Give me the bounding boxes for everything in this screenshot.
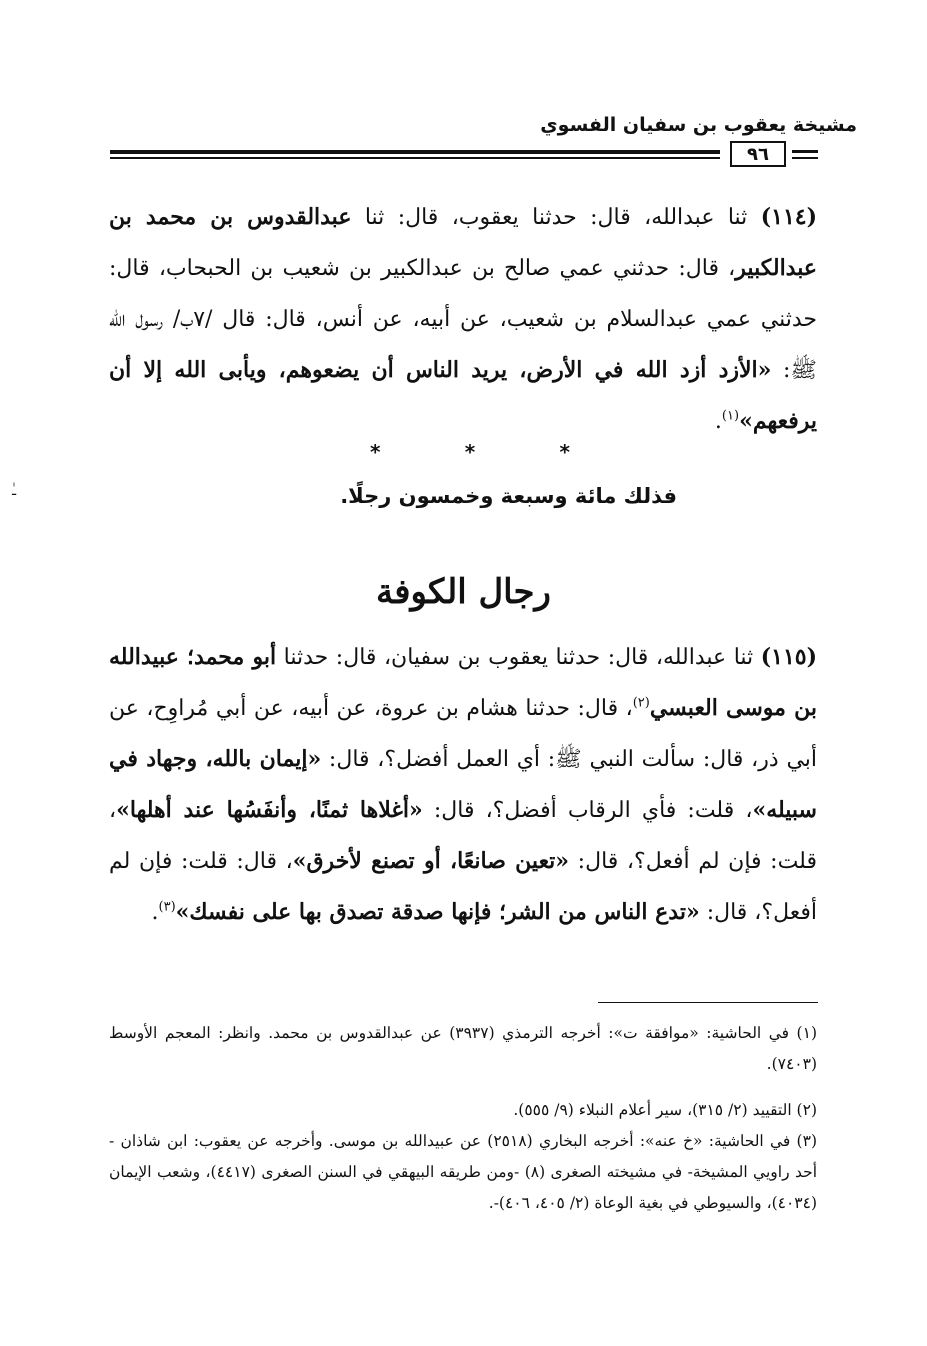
- footnote-ref: (١): [721, 408, 740, 424]
- footnote-1: (١) في الحاشية: «موافقة ت»: أخرجه الترمذي (٣٩٣٧) عن عبدالقدوس بن محمد. وانظر: المعجم الأوسط (٧٤٠٣).: [109, 1024, 817, 1073]
- hadith-number: (١١٥): [760, 644, 817, 670]
- narrator-name: أبو محمد؛ عبيدالله بن موسى العبسي: [109, 644, 817, 721]
- separator-stars: [370, 440, 570, 464]
- end-punct: .: [714, 409, 722, 434]
- footnote-rule: [598, 1002, 818, 1003]
- chain-text: ، قال: قلت: فإن لم أفعل؟، قال:: [109, 849, 817, 925]
- hadith-115: [109, 632, 817, 938]
- hadith-number: (١١٤): [760, 204, 817, 230]
- page-number-dash-thin: [792, 157, 818, 159]
- header-rule: [110, 150, 720, 154]
- footnote-3: (٣) في الحاشية: «خ عنه»: أخرجه البخاري (٢٥١٨) عن عبيدالله بن موسى. وأخرجه عن يعقوب: ابن شاذان - أحد راويي المشيخة- في مشيخته الصغرى (٨) -ومن طريقه البيهقي في السنن الصغرى (٤٤١٧)، وشعب الإيمان (٤٠٣٤)، والسيوطي في بغية الوعاة (٢/ ٤٠٥، ٤٠٦)-.: [109, 1132, 818, 1212]
- footnote-ref: (٣): [158, 899, 176, 915]
- chain-text: ، قال: حدثنا هشام بن عروة، عن أبيه، عن أبي مُراوِح، عن أبي ذر، قال: سألت النبي ﷺ: أي العمل أفضل؟، قال:: [109, 696, 818, 772]
- margin-mark: ـٰ: [12, 483, 17, 499]
- hadith-114: [109, 192, 817, 447]
- summary-line: فذلك مائة وسبعة وخمسون رجلًا.: [340, 484, 677, 508]
- chain-text: ثنا عبدالله، قال: حدثنا يعقوب، قال: ثنا: [351, 205, 761, 230]
- chain-text: ، قلت: فأي الرقاب أفضل؟، قال:: [422, 798, 753, 823]
- hadith-quote: «أغلاها ثمنًا، وأنفَسُها عند أهلها»: [116, 797, 423, 823]
- star: *: [464, 440, 476, 464]
- chain-text: ، قال: حدثني عمي صالح بن عبدالكبير بن شعيب بن الحبحاب، قال: حدثني عمي عبدالسلام بن شعيب، عن أبيه، عن أنس، قال: قال /٧ب/ رسول الله ﷺ:: [109, 256, 817, 383]
- chain-text: ، قلت: فإن لم أفعل؟، قال:: [109, 798, 817, 874]
- page-number: ٩٦: [730, 141, 786, 167]
- star: *: [370, 440, 381, 464]
- hadith-quote: «الأزد أزد الله في الأرض، يريد الناس أن يضعوهم، ويأبى الله إلا أن يرفعهم»: [109, 357, 817, 434]
- chain-text: ثنا عبدالله، قال: حدثنا يعقوب بن سفيان، قال: حدثنا: [276, 645, 761, 670]
- star: *: [559, 440, 570, 464]
- page-number-dash: [792, 150, 818, 153]
- end-punct: .: [151, 900, 159, 925]
- footnote-2: (٢) التقييد (٢/ ٣١٥)، سير أعلام النبلاء (٩/ ٥٥٥).: [513, 1101, 817, 1119]
- hadith-quote: «تدع الناس من الشر؛ فإنها صدقة تصدق بها على نفسك»: [175, 899, 700, 925]
- narrator-name: عبدالقدوس بن محمد بن عبدالكبير: [109, 204, 817, 281]
- header-rule-thin: [110, 157, 720, 159]
- hadith-quote: «تعين صانعًا، أو تصنع لأخرق»: [292, 848, 570, 874]
- section-title: رجال الكوفة: [376, 572, 551, 612]
- hadith-quote: «إيمان بالله، وجهاد في سبيله»: [109, 746, 817, 823]
- running-header-title: مشيخة يعقوب بن سفيان الفسوي: [540, 114, 857, 136]
- footnote-ref: (٢): [632, 695, 650, 711]
